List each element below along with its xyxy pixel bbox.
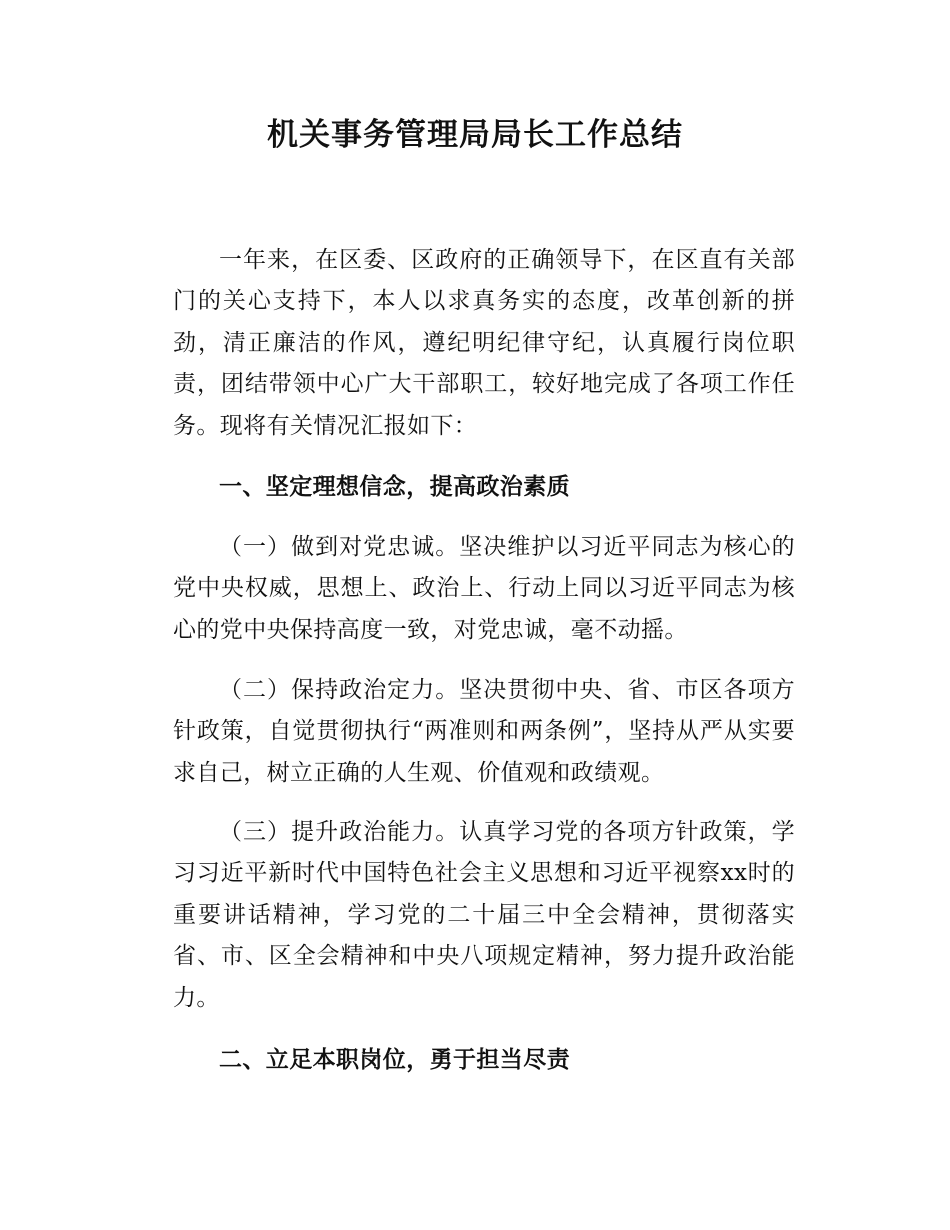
section-1-paragraph-1: （一）做到对党忠诚。坚决维护以习近平同志为核心的党中央权威，思想上、政治上、行动上同以习近平同志为核心的党中央保持高度一致，对党忠诚，毫不动摇。 <box>173 534 795 643</box>
section-1-heading: 一、坚定理想信念，提高政治素质 <box>219 474 570 500</box>
document-title: 机关事务管理局局长工作总结 <box>267 117 683 153</box>
section-1-paragraph-2: （二）保持政治定力。坚决贯彻中央、省、市区各项方针政策，自觉贯彻执行“两准则和两条例”，坚持从严从实要求自己，树立正确的人生观、价值观和政绩观。 <box>173 677 795 786</box>
section-2-heading: 二、立足本职岗位，勇于担当尽责 <box>219 1047 570 1073</box>
intro-paragraph: 一年来，在区委、区政府的正确领导下，在区直有关部门的关心支持下，本人以求真务实的态度，改革创新的拼劲，清正廉洁的作风，遵纪明纪律守纪，认真履行岗位职责，团结带领中心广大干部职工，较好地完成了各项工作任务。现将有关情况汇报如下： <box>173 247 795 439</box>
section-1-paragraph-3: （三）提升政治能力。认真学习党的各项方针政策，学习习近平新时代中国特色社会主义思想和习近平视察xx时的重要讲话精神，学习党的二十届三中全会精神，贯彻落实省、市、区全会精神和中央八项规定精神，努力提升政治能力。 <box>173 819 795 1011</box>
